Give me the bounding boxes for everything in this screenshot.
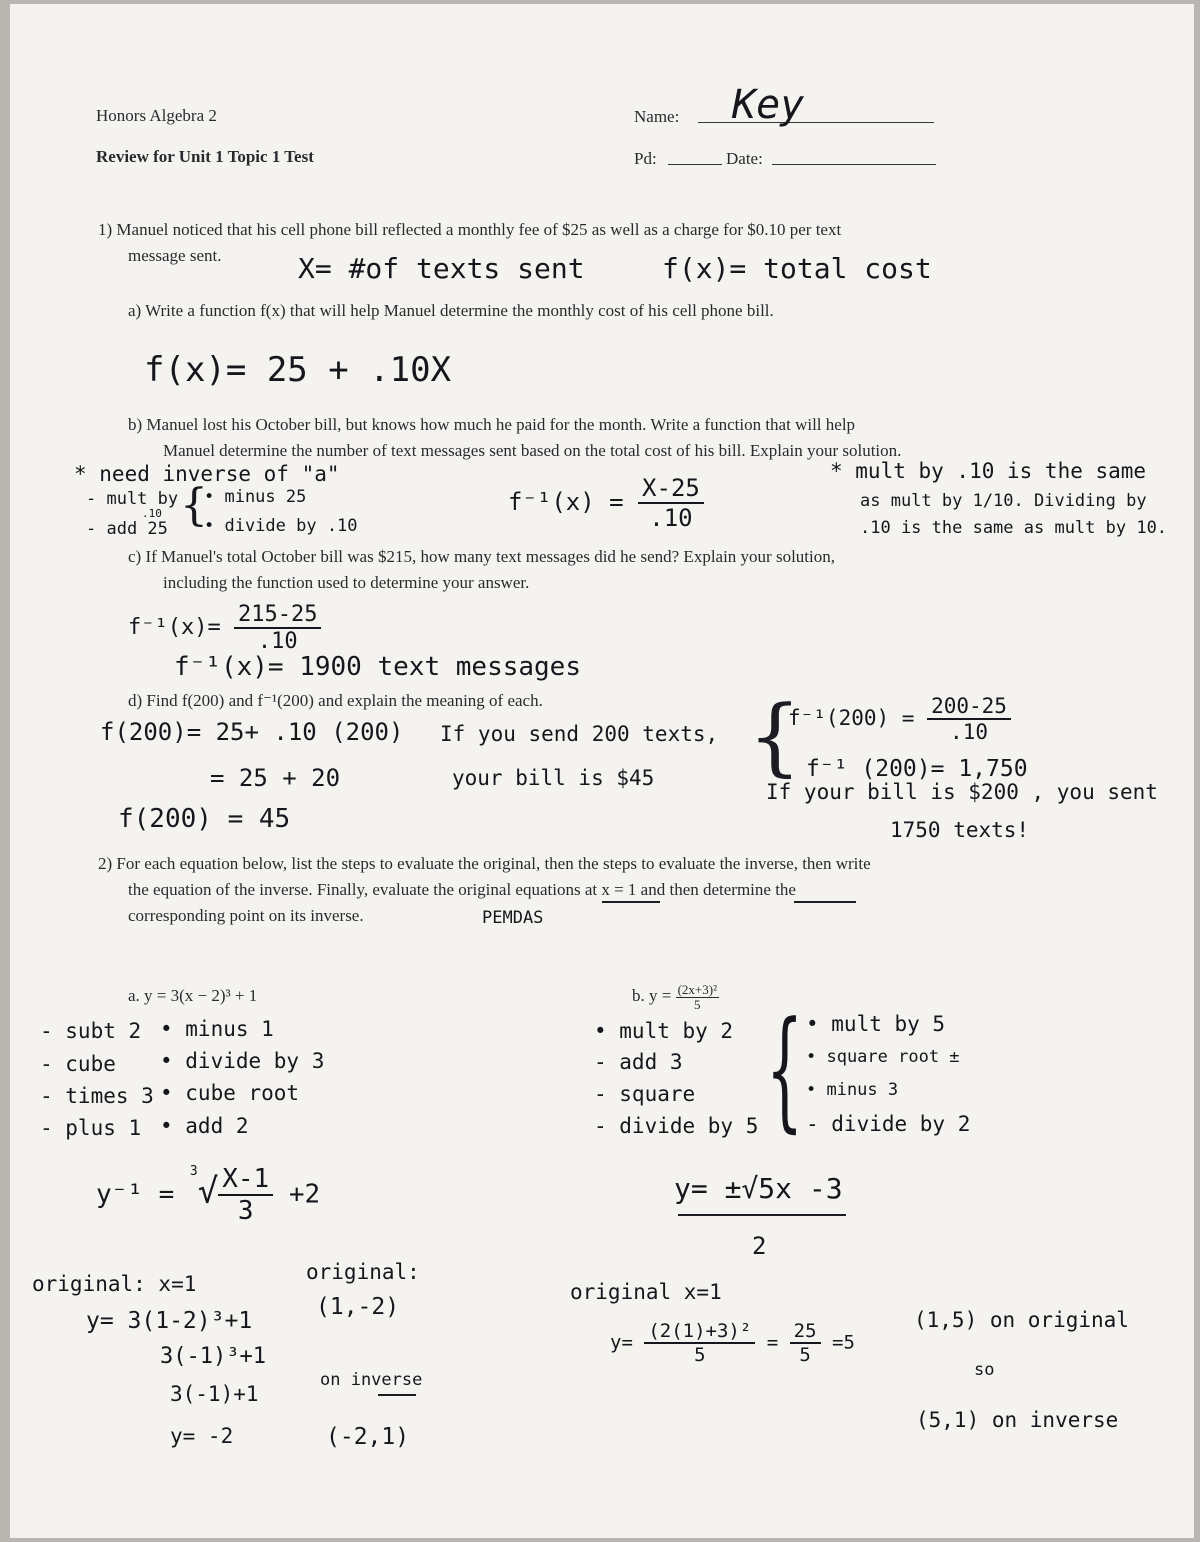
q2a-work-line: original: x=1 bbox=[32, 1272, 197, 1296]
q2b-brace: { bbox=[766, 993, 804, 1145]
q1b-note-line1: * mult by .10 is the same bbox=[830, 459, 1147, 483]
q1d-f-line2: = 25 + 20 bbox=[210, 764, 341, 792]
q2a-orig-step: - cube bbox=[40, 1052, 116, 1076]
q2b-orig-step: - square bbox=[594, 1082, 696, 1106]
q2a-work-line: 3(-1)³+1 bbox=[160, 1344, 266, 1369]
q1b-minus: • minus 25 bbox=[204, 487, 307, 507]
q1d-inverse-line2: f⁻¹ (200)= 1,750 bbox=[806, 756, 1028, 782]
q1d-inverse-numerator: 200-25 bbox=[927, 694, 1011, 720]
q2b-work-fraction bbox=[644, 1320, 755, 1366]
q2a-inverse-equation bbox=[96, 1164, 320, 1226]
q2-prompt-line2: the equation of the inverse. Finally, evaluate the original equations at x = 1 and then determine the bbox=[128, 880, 796, 899]
q2b-equation-lhs: b. y = bbox=[632, 986, 672, 1005]
q1b-mult: - mult by bbox=[86, 489, 179, 509]
q2-prompt-line3: corresponding point on its inverse. bbox=[128, 906, 364, 925]
q1c-work bbox=[128, 602, 321, 654]
q2b-inv-step: • minus 3 bbox=[806, 1080, 899, 1100]
q1b-prompt-line2: Manuel determine the number of text messages sent based on the total cost of his bill. Explain your solution. bbox=[163, 441, 902, 460]
q2b-work-result: =5 bbox=[832, 1331, 855, 1354]
q1b-add: - add 25 bbox=[86, 519, 168, 539]
q2b-equation bbox=[632, 982, 719, 1012]
q1c-lhs: f⁻¹(x)= bbox=[128, 615, 221, 640]
q1b-need-inverse: * need inverse of "a" bbox=[74, 462, 340, 486]
q2b-equation-denominator: 5 bbox=[694, 996, 701, 1012]
q2a-equation: a. y = 3(x − 2)³ + 1 bbox=[128, 986, 258, 1005]
q1-prompt-line2: message sent. bbox=[128, 246, 222, 265]
q1b-brace: { bbox=[180, 480, 208, 531]
q2b-work-equals: = bbox=[766, 1331, 779, 1354]
q2b-inv-step: - divide by 2 bbox=[806, 1112, 971, 1136]
q2a-inv-step: • minus 1 bbox=[160, 1017, 274, 1041]
pd-label: Pd: bbox=[634, 149, 657, 168]
q2b-inverse-fraction-bar bbox=[678, 1214, 846, 1216]
q2b-inv-step: • square root ± bbox=[806, 1047, 960, 1067]
name-label: Name: bbox=[634, 107, 680, 126]
q2b-work-fraction-2 bbox=[790, 1320, 821, 1366]
q1d-prompt: d) Find f(200) and f⁻¹(200) and explain the meaning of each. bbox=[128, 691, 543, 710]
q1c-prompt-line1: c) If Manuel's total October bill was $215, how many text messages did he send? Explain your solution, bbox=[128, 547, 836, 566]
q2a-work-line: y= 3(1-2)³+1 bbox=[86, 1308, 253, 1334]
q1c-prompt-line2: including the function used to determine your answer. bbox=[163, 573, 530, 592]
q2a-inv-step: • cube root bbox=[160, 1081, 300, 1105]
q2a-original-point: (1,-2) bbox=[316, 1294, 400, 1320]
q2a-inverse-label: on inverse bbox=[320, 1370, 423, 1390]
q2a-inverse-tail: +2 bbox=[288, 1179, 321, 1210]
q2a-inverse-point: (-2,1) bbox=[326, 1424, 410, 1450]
q1b-mult-sub: .10 bbox=[142, 507, 162, 520]
q2b-work-denominator-2: 5 bbox=[799, 1344, 811, 1366]
q1b-prompt-line1: b) Manuel lost his October bill, but knows how much he paid for the month. Write a function that will help bbox=[128, 415, 856, 434]
q2a-work-line: 3(-1)+1 bbox=[170, 1382, 259, 1406]
q2b-work-denominator: 5 bbox=[694, 1344, 706, 1366]
q2b-orig-step: - divide by 5 bbox=[594, 1114, 759, 1138]
cube-root-icon: √ bbox=[197, 1171, 219, 1212]
worksheet-title: Review for Unit 1 Topic 1 Test bbox=[96, 147, 314, 166]
q2a-inv-step: • divide by 3 bbox=[160, 1049, 325, 1073]
q1b-divide: • divide by .10 bbox=[204, 516, 358, 536]
q2b-work-line2 bbox=[610, 1320, 855, 1366]
q2b-work-numerator: (2(1)+3)² bbox=[644, 1320, 755, 1344]
q2a-inverse-denominator: 3 bbox=[237, 1196, 254, 1226]
q1c-numerator: 215-25 bbox=[234, 602, 321, 629]
q1b-inverse-numerator: X-25 bbox=[638, 474, 704, 504]
q2a-orig-step: - subt 2 bbox=[40, 1019, 142, 1043]
q1b-inverse-denominator: .10 bbox=[649, 504, 693, 532]
date-line bbox=[772, 164, 936, 165]
q2b-work-line1: original x=1 bbox=[570, 1280, 722, 1304]
q1d-inverse-explanation-1: If your bill is $200 , you sent bbox=[766, 780, 1158, 804]
q2b-work-numerator-2: 25 bbox=[790, 1320, 821, 1344]
q1d-inverse bbox=[788, 694, 1011, 744]
q1-define-x: X= #of texts sent bbox=[298, 252, 585, 285]
date-label: Date: bbox=[726, 149, 763, 168]
course-title: Honors Algebra 2 bbox=[96, 106, 217, 125]
q2a-orig-step: - plus 1 bbox=[40, 1116, 142, 1140]
q1b-note-line3: .10 is the same as mult by 10. bbox=[860, 518, 1168, 538]
q2-underline-x1 bbox=[794, 901, 856, 903]
q1a-answer: f(x)= 25 + .10X bbox=[144, 350, 452, 390]
q2a-inverse-fraction bbox=[218, 1164, 273, 1226]
q2b-equation-numerator: (2x+3)² bbox=[677, 981, 717, 997]
q2b-inverse-equation: y= ±√5x -3 bbox=[674, 1172, 843, 1205]
q1c-fraction bbox=[234, 602, 321, 654]
q1-prompt-line1: 1) Manuel noticed that his cell phone bill reflected a monthly fee of $25 as well as a charge for $0.10 per text bbox=[98, 220, 842, 239]
q1b-inverse-fraction bbox=[638, 474, 704, 532]
q1d-f-explanation-1: If you send 200 texts, bbox=[440, 722, 719, 746]
q1c-answer: f⁻¹(x)= 1900 text messages bbox=[174, 652, 581, 682]
q1d-inverse-denominator: .10 bbox=[950, 720, 988, 744]
q2a-root-index: 3 bbox=[189, 1164, 198, 1179]
q2b-orig-step: - add 3 bbox=[594, 1050, 683, 1074]
q2-prompt-line1: 2) For each equation below, list the steps to evaluate the original, then the steps to evaluate the inverse, then write bbox=[98, 854, 871, 873]
q2a-inverse-numerator: X-1 bbox=[218, 1164, 273, 1196]
q1d-inverse-lhs: f⁻¹(200) = bbox=[788, 706, 915, 730]
q1d-f-line1: f(200)= 25+ .10 (200) bbox=[100, 718, 404, 746]
q2-underline-original bbox=[602, 901, 660, 903]
q2a-inverse-lhs: y⁻¹ = bbox=[96, 1179, 190, 1210]
q2b-inv-step: • mult by 5 bbox=[806, 1012, 946, 1036]
name-handwritten: Key bbox=[732, 82, 805, 128]
q1c-denominator: .10 bbox=[257, 629, 298, 654]
q2b-equation-fraction bbox=[676, 983, 719, 1012]
q1d-brace: { bbox=[748, 687, 802, 785]
q2b-inverse-denominator: 2 bbox=[752, 1232, 767, 1260]
q2a-orig-step: - times 3 bbox=[40, 1084, 154, 1108]
q1d-inverse-fraction bbox=[927, 694, 1011, 744]
q2b-point-original: (1,5) on original bbox=[914, 1308, 1129, 1332]
q1a-prompt: a) Write a function f(x) that will help Manuel determine the monthly cost of his cell phone bill. bbox=[128, 301, 774, 320]
q1b-inverse-lhs: f⁻¹(x) = bbox=[508, 488, 624, 516]
q1d-inverse-explanation-2: 1750 texts! bbox=[890, 818, 1030, 842]
q2b-orig-step: • mult by 2 bbox=[594, 1019, 734, 1043]
q1b-inverse bbox=[508, 474, 704, 532]
q2a-inv-step: • add 2 bbox=[160, 1114, 249, 1138]
q2b-work-lhs: y= bbox=[610, 1331, 633, 1354]
q2a-work-line: y= -2 bbox=[170, 1424, 234, 1448]
q2b-point-inverse: (5,1) on inverse bbox=[916, 1408, 1119, 1432]
worksheet-page bbox=[10, 4, 1194, 1538]
q2a-inverse-underline bbox=[378, 1394, 416, 1396]
q2-pemdas-note: PEMDAS bbox=[482, 908, 544, 928]
q1d-f-explanation-2: your bill is $45 bbox=[452, 766, 655, 790]
pd-line bbox=[668, 164, 722, 165]
q1d-f-line3: f(200) = 45 bbox=[118, 804, 291, 834]
q1b-note-line2: as mult by 1/10. Dividing by bbox=[860, 491, 1147, 511]
q2a-original-label: original: bbox=[306, 1260, 420, 1284]
q1-define-f: f(x)= total cost bbox=[662, 252, 932, 285]
q2b-point-so: so bbox=[974, 1360, 995, 1380]
